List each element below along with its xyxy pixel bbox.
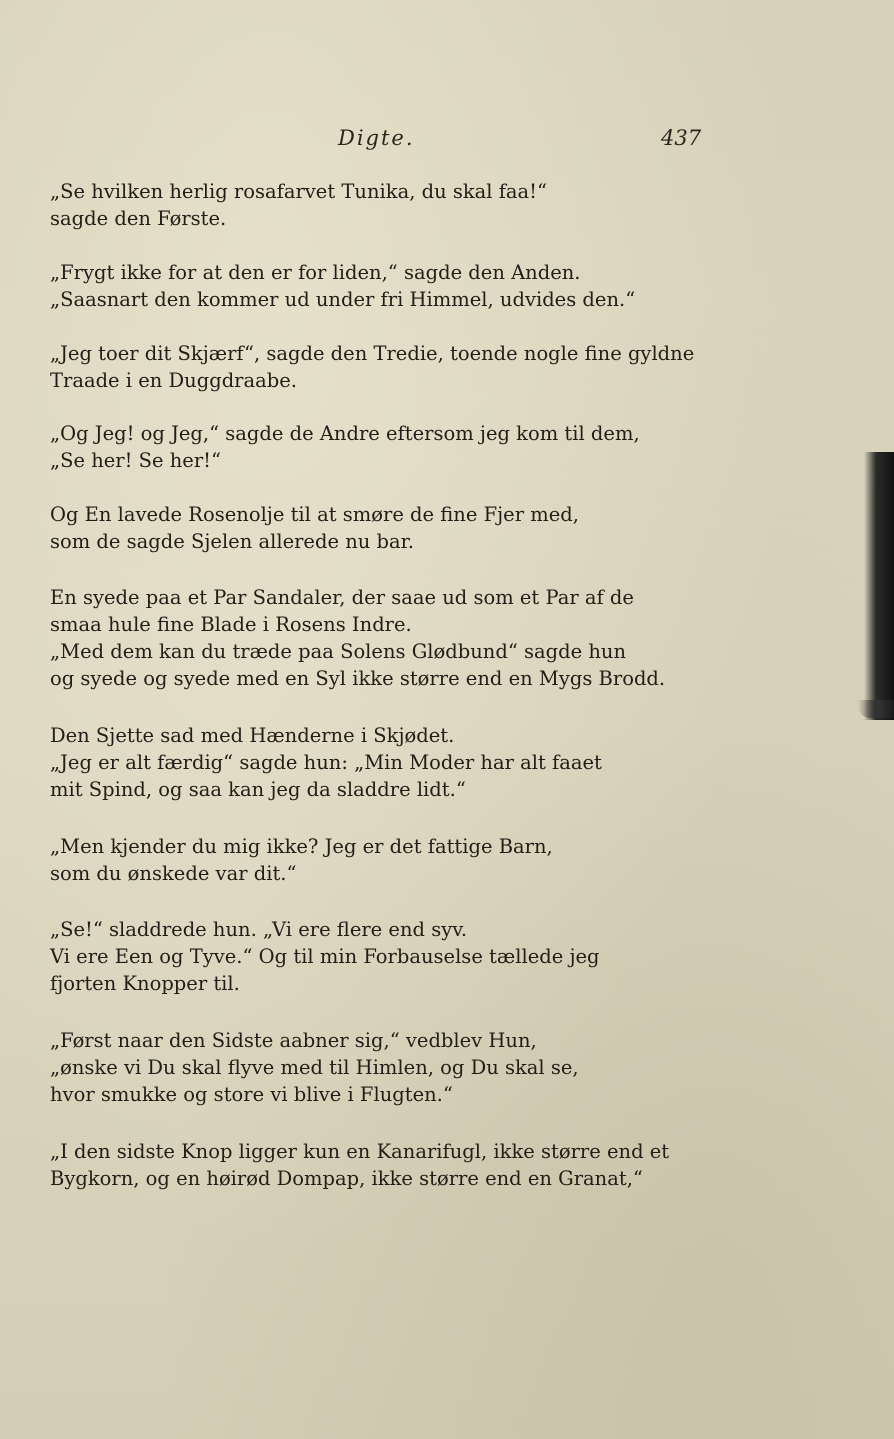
stanza-line: „I den sidste Knop ligger kun en Kanarifugl, ikke større end et <box>50 1140 670 1163</box>
stanza-3 <box>50 340 710 394</box>
stanza-line: „Se her! Se her!“ <box>50 449 221 472</box>
page-edge-tab-foot <box>858 700 894 718</box>
stanza-line: En syede paa et Par Sandaler, der saae ud som et Par af de <box>50 586 634 609</box>
stanza-line: Den Sjette sad med Hænderne i Skjødet. <box>50 724 455 747</box>
stanza-line: „Jeg toer dit Skjærf“, sagde den Tredie, toende nogle fine gyldne <box>50 342 695 365</box>
stanza-4 <box>50 420 710 474</box>
stanza-line: som de sagde Sjelen allerede nu bar. <box>50 530 414 553</box>
stanza-line: „Jeg er alt færdig“ sagde hun: „Min Moder har alt faaet <box>50 751 602 774</box>
stanza-9 <box>50 916 710 997</box>
stanza-line: „Og Jeg! og Jeg,“ sagde de Andre eftersom jeg kom til dem, <box>50 422 640 445</box>
stanza-1 <box>50 178 710 232</box>
page-number: 437 <box>661 126 702 150</box>
stanza-5 <box>50 501 710 555</box>
stanza-line: Bygkorn, og en høirød Dompap, ikke større end en Granat,“ <box>50 1167 643 1190</box>
stanza-2 <box>50 259 710 313</box>
stanza-line: smaa hule fine Blade i Rosens Indre. <box>50 613 412 636</box>
stanza-line: sagde den Første. <box>50 207 227 230</box>
stanza-line: hvor smukke og store vi blive i Flugten.“ <box>50 1083 453 1106</box>
page-edge-tab <box>864 452 894 720</box>
stanza-line: „Med dem kan du træde paa Solens Glødbund“ sagde hun <box>50 640 627 663</box>
stanza-line: Og En lavede Rosenolje til at smøre de fine Fjer med, <box>50 503 579 526</box>
stanza-10 <box>50 1027 710 1108</box>
stanza-line: „Frygt ikke for at den er for liden,“ sagde den Anden. <box>50 261 581 284</box>
stanza-line: „Se!“ sladdrede hun. „Vi ere flere end syv. <box>50 918 468 941</box>
stanza-6 <box>50 584 710 692</box>
stanza-line: „ønske vi Du skal flyve med til Himlen, og Du skal se, <box>50 1056 579 1079</box>
stanza-line: „Men kjender du mig ikke? Jeg er det fattige Barn, <box>50 835 553 858</box>
stanza-line: Vi ere Een og Tyve.“ Og til min Forbauselse tællede jeg <box>50 945 600 968</box>
stanza-line: „Se hvilken herlig rosafarvet Tunika, du skal faa!“ <box>50 180 547 203</box>
stanza-11 <box>50 1138 710 1192</box>
stanza-8 <box>50 833 710 887</box>
stanza-line: som du ønskede var dit.“ <box>50 862 297 885</box>
stanza-line: Traade i en Duggdraabe. <box>50 369 297 392</box>
stanza-line: og syede og syede med en Syl ikke større end en Mygs Brodd. <box>50 667 666 690</box>
stanza-line: mit Spind, og saa kan jeg da sladdre lidt.“ <box>50 778 466 801</box>
stanza-line: „Saasnart den kommer ud under fri Himmel, udvides den.“ <box>50 288 636 311</box>
stanza-line: fjorten Knopper til. <box>50 972 240 995</box>
stanza-7 <box>50 722 710 803</box>
stanza-line: „Først naar den Sidste aabner sig,“ vedblev Hun, <box>50 1029 537 1052</box>
running-header-title: Digte. <box>338 126 415 150</box>
